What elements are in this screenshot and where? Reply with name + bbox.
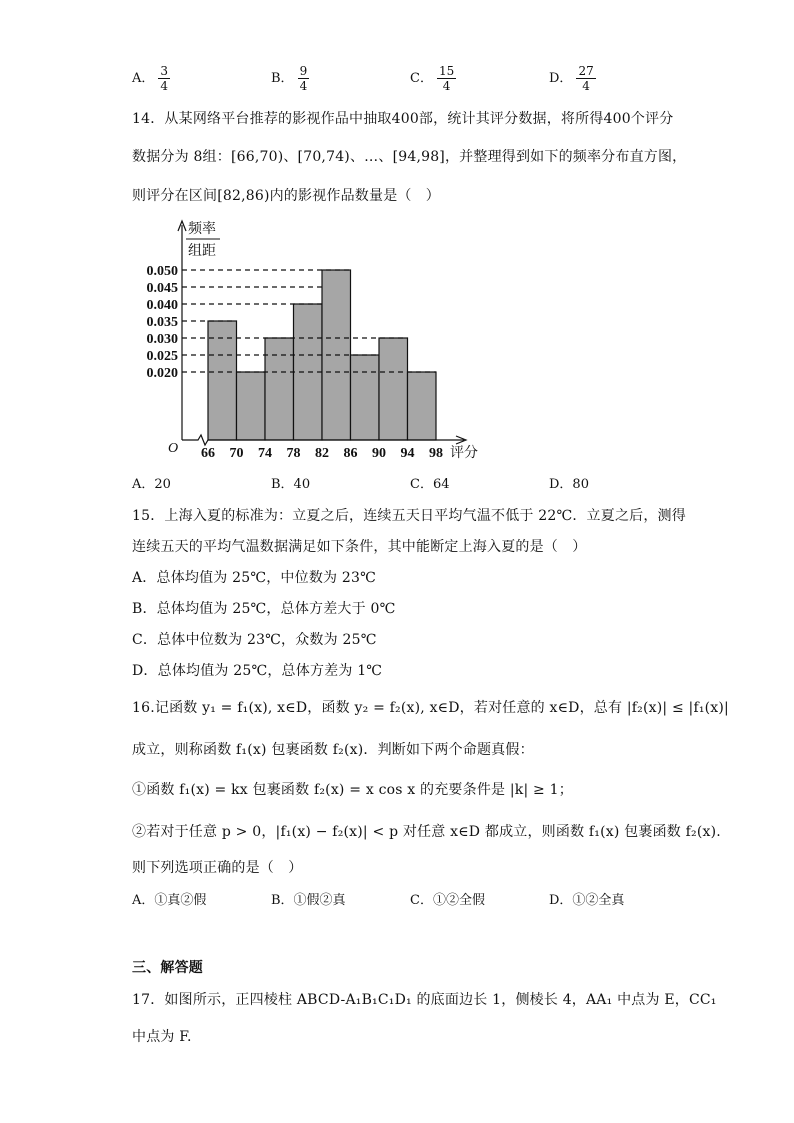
q15-option-b: B．总体均值为 25℃，总体方差大于 0℃	[132, 601, 396, 617]
q13-option-d	[549, 64, 596, 93]
fraction: $\frac{27}{4}$	[578, 64, 594, 93]
q14-line-3: 则评分在区间[82,86)内的影视作品数量是（ ）	[132, 188, 441, 204]
q16-line-2: 成立，则称函数 f₁(x) 包裹函数 f₂(x)．判断如下两个命题真假：	[132, 742, 534, 758]
x-tick-label: 74	[258, 446, 272, 461]
frequency-histogram	[120, 215, 500, 465]
y-tick-label: 0.020	[146, 366, 178, 381]
q15-line-1: 15．上海入夏的标准为：立夏之后，连续五天日平均气温不低于 22℃．立夏之后，测得	[132, 508, 686, 524]
q16-line-5: 则下列选项正确的是（ ）	[132, 860, 303, 876]
x-tick-label: 94	[400, 446, 415, 461]
q15-option-a: A．总体均值为 25℃，中位数为 23℃	[132, 570, 376, 586]
q15-option-d: D．总体均值为 25℃，总体方差为 1℃	[132, 663, 383, 679]
q16-line-1: 16.记函数 y₁ = f₁(x), x∈D，函数 y₂ = f₂(x), x∈D，若对任意的 x∈D，总有 |f₂(x)| ≤ |f₁(x)|	[132, 700, 729, 716]
y-tick-label: 0.030	[146, 332, 178, 347]
q14-line-2: 数据分为 8组：[66,70)、[70,74)、…、[94,98]，并整理得到如下的频率分布直方图，	[132, 149, 687, 165]
q16-option-b: B．①假②真	[271, 893, 346, 908]
q16-option-a: A．①真②假	[132, 893, 207, 908]
x-tick-label: 90	[372, 446, 386, 461]
fraction: $\frac{9}{4}$	[299, 64, 308, 93]
x-tick-label: 98	[429, 446, 443, 461]
q14-option-c: C．64	[410, 477, 450, 492]
fraction: $\frac{3}{4}$	[160, 64, 169, 93]
histogram-bar	[379, 338, 408, 440]
q13-option-a	[132, 64, 170, 93]
q14-option-a: A．20	[132, 477, 171, 492]
x-tick-label: 70	[229, 446, 244, 461]
q16-option-d: D．①②全真	[549, 893, 625, 908]
x-tick-label: 66	[201, 446, 215, 461]
histogram-bar	[208, 321, 237, 440]
y-tick-label: 0.025	[146, 349, 178, 364]
y-tick-label: 0.035	[146, 315, 178, 330]
q13-option-b	[271, 64, 309, 93]
histogram-bar	[265, 338, 294, 440]
histogram-bar	[237, 372, 266, 440]
q16-line-4: ②若对于任意 p > 0，|f₁(x) − f₂(x)| < p 对任意 x∈D 都成立，则函数 f₁(x) 包裹函数 f₂(x).	[132, 824, 721, 840]
option-letter: A．	[132, 71, 155, 86]
option-letter: D．	[549, 71, 573, 86]
q16-line-3: ①函数 f₁(x) = kx 包裹函数 f₂(x) = x cos x 的充要条件是 |k| ≥ 1；	[132, 782, 573, 798]
q16-option-c: C．①②全假	[410, 893, 485, 908]
x-axis-label: 评分	[450, 446, 478, 461]
q17-line-1: 17．如图所示，正四棱柱 ABCD-A₁B₁C₁D₁ 的底面边长 1，侧棱长 4，AA₁ 中点为 E，CC₁	[132, 992, 717, 1008]
option-letter: C．	[410, 71, 433, 86]
y-axis-label-top: 频率	[188, 222, 216, 237]
histogram-bar	[351, 355, 380, 440]
x-tick-label: 82	[315, 446, 329, 461]
option-letter: B．	[271, 71, 294, 86]
x-tick-label: 78	[286, 446, 301, 461]
y-tick-label: 0.040	[146, 298, 178, 313]
x-tick-label: 86	[343, 446, 358, 461]
y-tick-label: 0.045	[146, 281, 178, 296]
q14-option-d: D．80	[549, 477, 589, 492]
q15-line-2: 连续五天的平均气温数据满足如下条件，其中能断定上海入夏的是（ ）	[132, 539, 587, 555]
origin-label: O	[168, 441, 179, 456]
section-title: 三、解答题	[132, 960, 203, 976]
q17-line-2: 中点为 F.	[132, 1029, 192, 1045]
q15-option-c: C．总体中位数为 23℃，众数为 25℃	[132, 632, 377, 648]
y-tick-label: 0.050	[146, 264, 178, 279]
y-axis-label-bottom: 组距	[188, 244, 216, 259]
fraction: $\frac{15}{4}$	[438, 64, 455, 93]
q14-line-1: 14．从某网络平台推荐的影视作品中抽取400部，统计其评分数据，将所得400个评分	[132, 111, 674, 127]
q13-option-c	[410, 64, 456, 93]
q14-option-b: B．40	[271, 477, 311, 492]
histogram-bar	[408, 372, 437, 440]
